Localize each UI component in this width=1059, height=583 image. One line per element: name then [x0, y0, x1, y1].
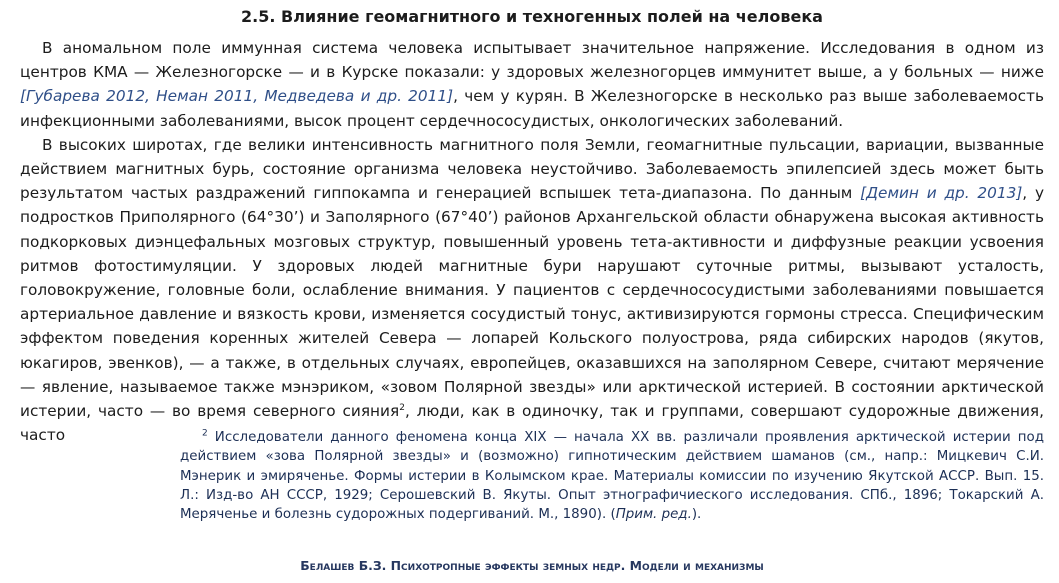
editor-note: Прим. ред.	[615, 507, 692, 523]
document-page	[20, 0, 1044, 583]
footnote-marker: 2	[202, 428, 208, 439]
paragraph-text: , у подростков Приполярного (64°30’) и Заполярного (67°40’) районов Архангельской области обнаружена высокая активность подкорковых диэнцефальных мозговых структур, повышенный уровень тета-активности и диффузные реакции усвоения ритмов фотостимуляции. У здоровых людей магнитные бури нарушают суточные ритмы, вызывают усталость, головокружение, головные боли, ослабление внимания. У пациентов с сердечнососудистыми заболеваниями повышается артериальное давление и вязкость крови, изменяется сосудистый тонус, активизируются гормоны стресса. Специфическим эффектом поведения коренных жителей Севера — лопарей Кольского полуострова, ряда сибирских народов (якутов, юкагиров, эвенков), — а также, в отдельных случаях, европейцев, оказавшихся на заполярном Севере, считают мерячение — явление, называемое также мэнэриком, «зовом Полярной звезды» или арктической истерией. В состоянии арктической истерии, часто — во время северного сияния	[20, 184, 1045, 421]
paragraph-text: , люди, как в одиночку, так и группами, совершают судорожные движения, часто	[20, 402, 1045, 445]
citation-link[interactable]: [Губарева 2012, Неман 2011, Медведева и др. 2011]	[20, 87, 454, 106]
footnote-body: Исследователи данного феномена конца XIX — начала XX вв. различали проявления арктической истерии под действием «зова Полярной звезды» и (возможно) гипнотическим действием шаманов (см., напр.: Мицкевич С.И. Мэнерик и эмиряченье. Формы истерии в Колымском крае. Материалы комиссии по изучению Якутской АССР. Вып. 15. Л.: Изд-во АН СССР, 1929; Серошевский В. Якуты. Опыт этнографичиеского исследования. СПб., 1896; Токарский А. Меряченье и болезнь судорожных подергиваний. М., 1890). (	[180, 430, 1044, 523]
citation-link[interactable]: [Демин и др. 2013]	[860, 184, 1023, 203]
footnote-end: ).	[691, 507, 702, 523]
footnote	[180, 428, 1044, 524]
paragraph-text: , чем у курян. В Железногорске в несколько раз выше заболеваемость инфекционными заболеваниями, высок процент сердечнососудистых, онкологических заболеваний.	[20, 87, 1044, 130]
section-heading: 2.5. Влияние геомагнитного и техногенных полей на человека	[241, 7, 823, 26]
footnote-reference[interactable]: 2	[399, 402, 405, 413]
body-text	[20, 36, 1044, 447]
paragraph-text: В аномальном поле иммунная система человека испытывает значительное напряжение. Исследования в одном из центров КМА — Железногорске — и в Курске показали: у здоровых железногорцев иммунитет выше, а у больных — ниже	[20, 39, 1044, 82]
paragraph-high-latitudes	[20, 133, 1044, 448]
paragraph-immune	[20, 36, 1044, 133]
running-footer: Белашев Б.З. Психотропные эффекты земных недр. Модели и механизмы	[300, 558, 764, 573]
footnote-text	[180, 428, 1044, 524]
paragraph-text: В высоких широтах, где велики интенсивность магнитного поля Земли, геомагнитные пульсации, вариации, вызванные действием магнитных бурь, состояние организма человека неустойчиво. Заболеваемость эпилепсией здесь может быть результатом частых раздражений гиппокампа и генерацией вспышек тета-диапазона. По данным	[20, 135, 1044, 203]
